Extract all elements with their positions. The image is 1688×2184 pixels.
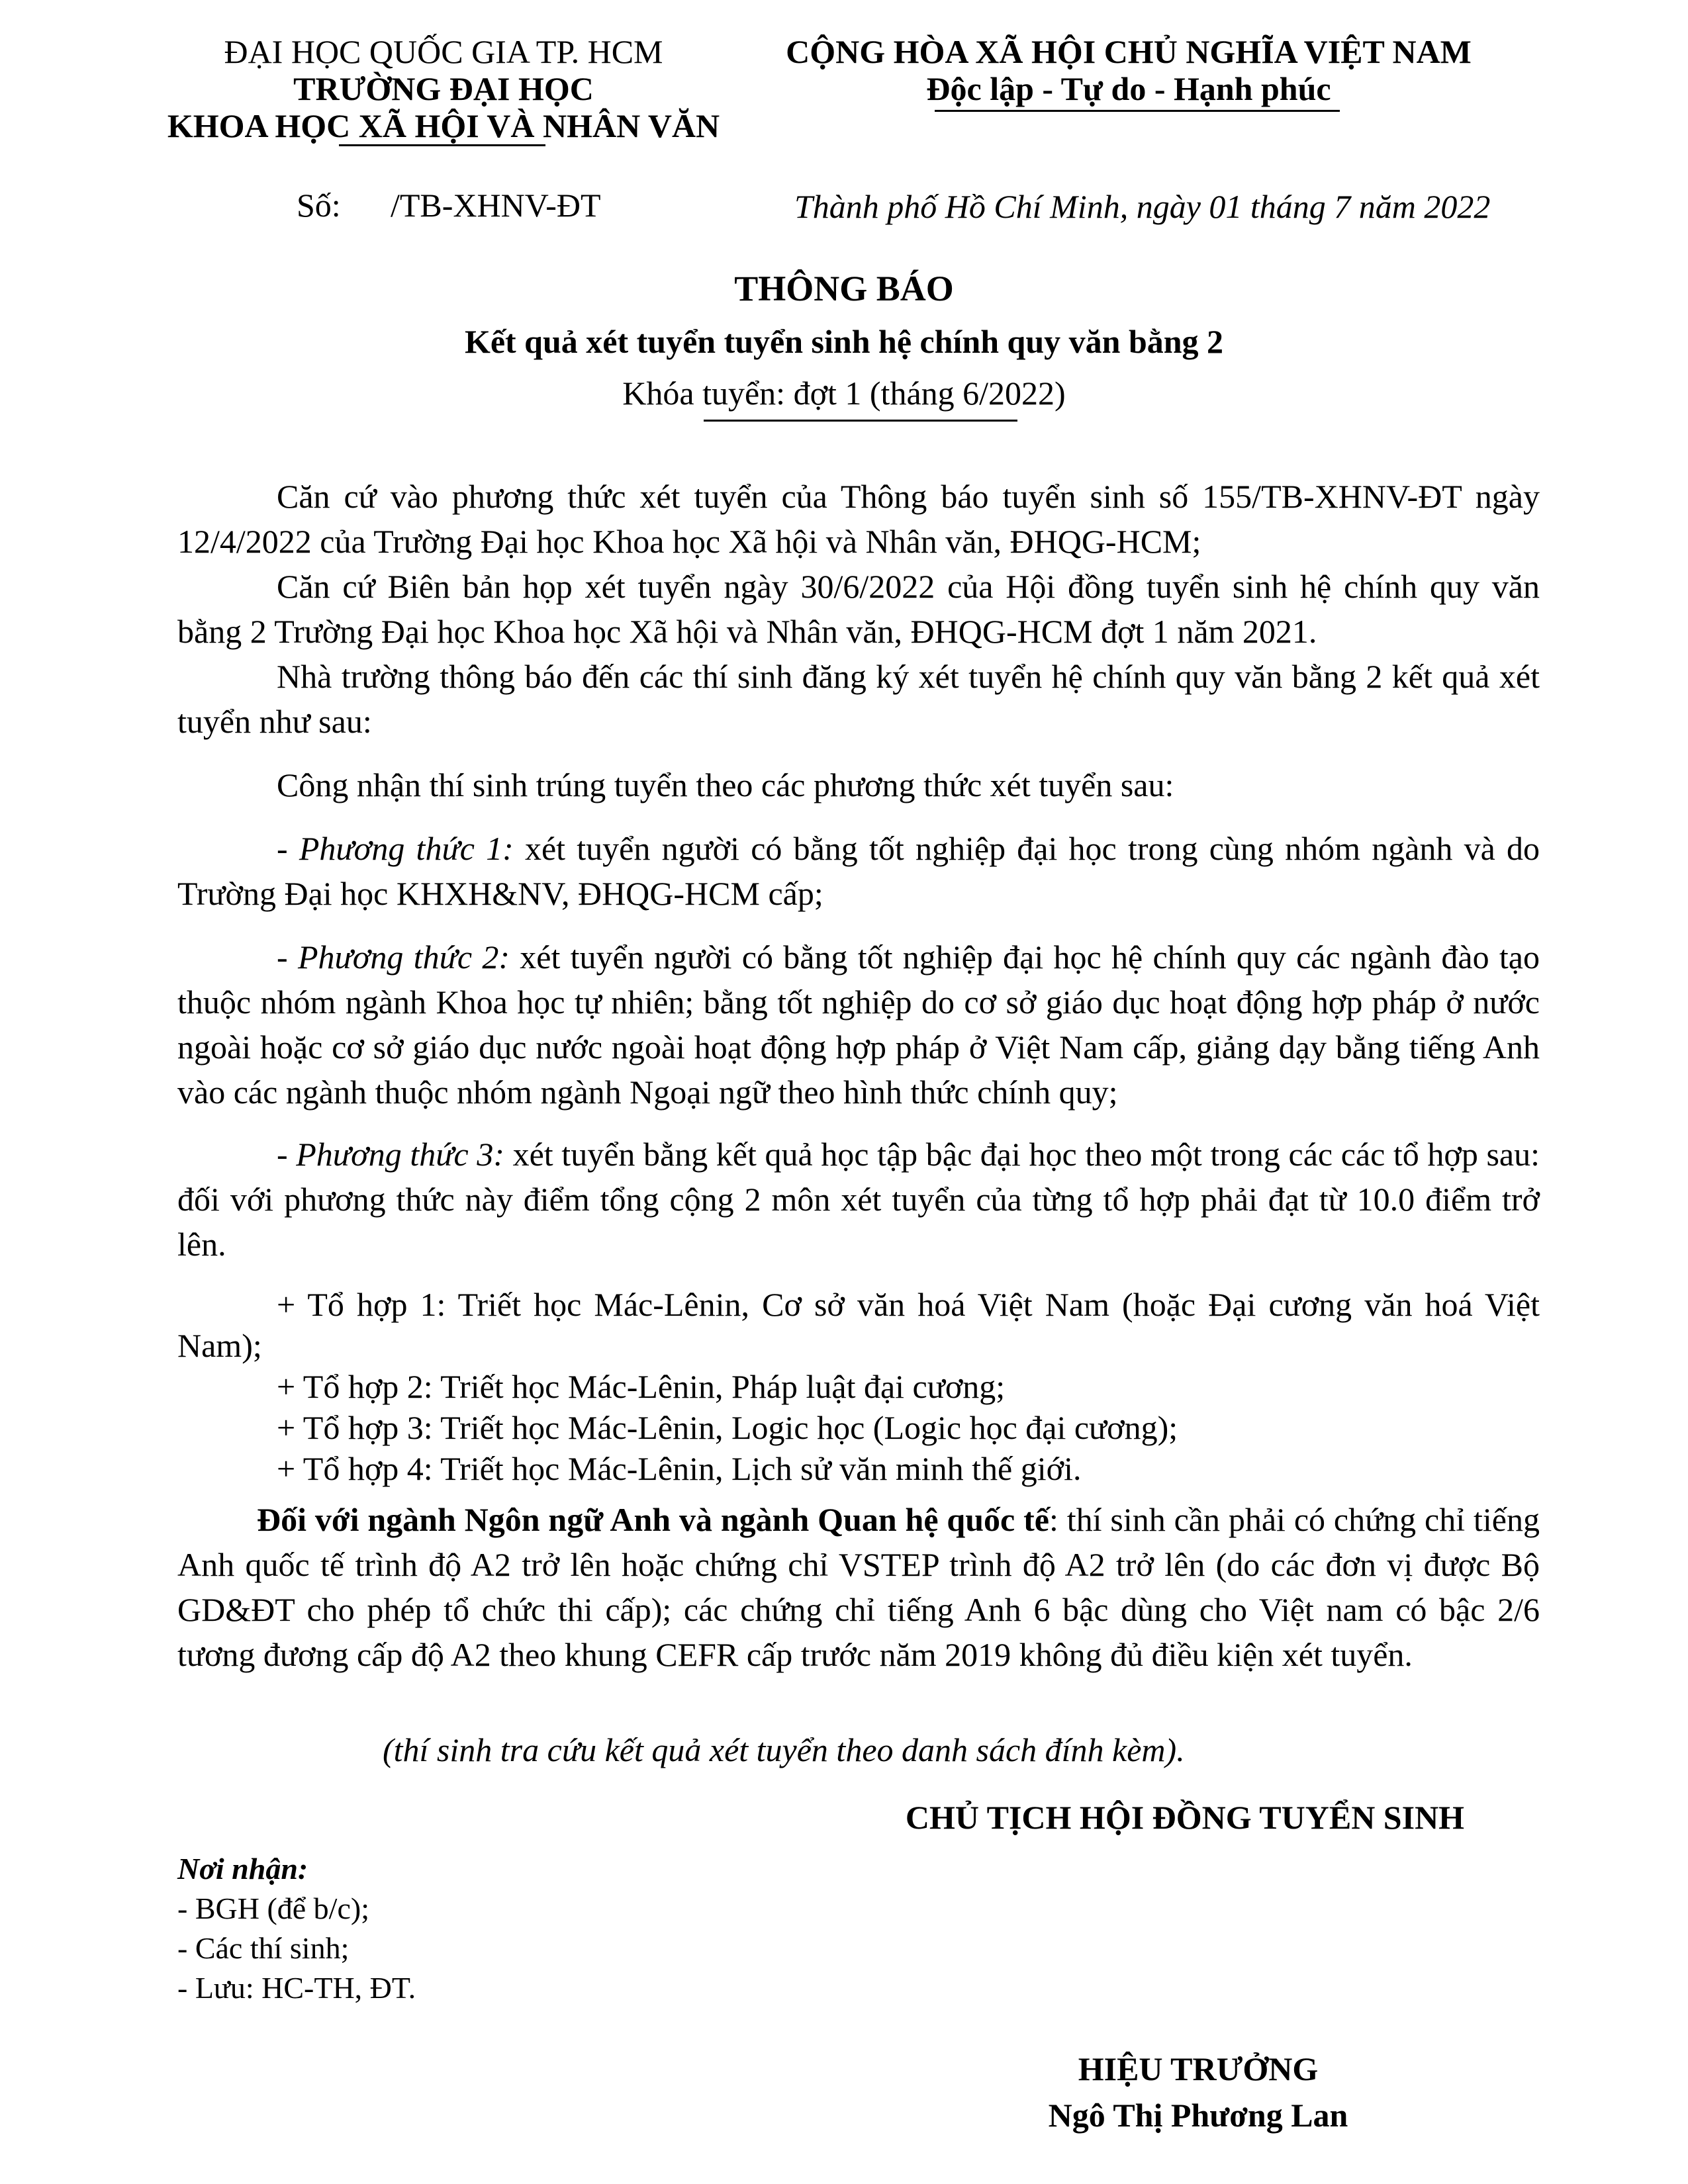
paragraph-announcement: Nhà trường thông báo đến các thí sinh đăng ký xét tuyển hệ chính quy văn bằng 2 kết quả xét tuyển như sau:	[177, 658, 1540, 740]
method-1-label: Phương thức 1:	[299, 830, 514, 867]
method-2-label: Phương thức 2:	[297, 938, 510, 976]
document-subtitle: Kết quả xét tuyển tuyển sinh hệ chính quy văn bằng 2	[464, 323, 1224, 360]
method-3	[177, 1132, 1540, 1267]
school-name-line2: KHOA HỌC XÃ HỘI VÀ NHÂN VĂN	[167, 107, 720, 144]
title-underline	[704, 420, 1017, 422]
signer-position: HIỆU TRƯỞNG	[1078, 2050, 1319, 2087]
national-title: CỘNG HÒA XÃ HỘI CHỦ NGHĨA VIỆT NAM	[786, 33, 1472, 70]
method-1-prefix: -	[277, 830, 299, 867]
page-title: THÔNG BÁO	[734, 269, 954, 308]
english-requirement-heading: Đối với ngành Ngôn ngữ Anh và ngành Quan hệ quốc tế	[257, 1501, 1049, 1538]
paragraph-basis-2: Căn cứ Biên bản họp xét tuyển ngày 30/6/2022 của Hội đồng tuyển sinh hệ chính quy văn bằng 2 Trường Đại học Khoa học Xã hội và Nhân văn, ĐHQG-HCM đợt 1 năm 2021.	[177, 568, 1540, 650]
lookup-note: (thí sinh tra cứu kết quả xét tuyển theo danh sách đính kèm).	[383, 1731, 1185, 1768]
paragraph-basis-1: Căn cứ vào phương thức xét tuyển của Thông báo tuyển sinh số 155/TB-XHNV-ĐT ngày 12/4/2022 của Trường Đại học Khoa học Xã hội và Nhân văn, ĐHQG-HCM;	[177, 478, 1540, 560]
header-left-underline	[339, 144, 545, 146]
method-2-text: xét tuyển người có bằng tốt nghiệp đại học hệ chính quy các ngành đào tạo thuộc nhóm ngành Khoa học tự nhiên; bằng tốt nghiệp do cơ sở giáo dục hoạt động hợp pháp ở nước ngoài hoặc cơ sở giáo dục nước ngoài hoạt động hợp pháp ở Việt Nam cấp, giảng dạy bằng tiếng Anh vào các ngành thuộc nhóm ngành Ngoại ngữ theo hình thức chính quy;	[177, 938, 1540, 1111]
combo-3: + Tổ hợp 3: Triết học Mác-Lênin, Logic học (Logic học đại cương);	[277, 1409, 1178, 1446]
place-date: Thành phố Hồ Chí Minh, ngày 01 tháng 7 năm 2022	[794, 188, 1491, 225]
council-chair-title: CHỦ TỊCH HỘI ĐỒNG TUYỂN SINH	[905, 1799, 1465, 1836]
doc-number-label: Số:	[297, 187, 341, 224]
method-3-text: xét tuyển bằng kết quả học tập bậc đại học theo một trong các các tổ hợp sau: đối với phương thức này điểm tổng cộng 2 môn xét tuyển của từng tổ hợp phải đạt từ 10.0 điểm trở lên.	[177, 1136, 1540, 1263]
recipients-heading: Nơi nhận:	[177, 1852, 308, 1886]
method-3-label: Phương thức 3:	[296, 1136, 504, 1173]
combo-2: + Tổ hợp 2: Triết học Mác-Lênin, Pháp luật đại cương;	[277, 1368, 1006, 1405]
national-motto: Độc lập - Tự do - Hạnh phúc	[926, 70, 1331, 107]
method-1	[177, 826, 1540, 916]
english-requirement-text: : thí sinh cần phải có chứng chỉ tiếng Anh quốc tế trình độ A2 trở lên hoặc chứng chỉ VSTEP trình độ A2 trở lên (do các đơn vị được Bộ GD&ĐT cho phép tổ chức thi cấp); các chứng chỉ tiếng Anh 6 bậc dùng cho Việt nam có bậc 2/6 tương đương cấp độ A2 theo khung CEFR cấp trước năm 2019 không đủ điều kiện xét tuyển.	[177, 1501, 1540, 1673]
combo-4: + Tổ hợp 4: Triết học Mác-Lênin, Lịch sử văn minh thế giới.	[277, 1450, 1082, 1487]
english-requirement	[177, 1497, 1540, 1677]
combo-1: + Tổ hợp 1: Triết học Mác-Lênin, Cơ sở văn hoá Việt Nam (hoặc Đại cương văn hoá Việt Nam);	[177, 1286, 1540, 1364]
method-2	[177, 934, 1540, 1115]
recipient-item: - Lưu: HC-TH, ĐT.	[177, 1971, 416, 2005]
method-1-text: xét tuyển người có bằng tốt nghiệp đại học trong cùng nhóm ngành và do Trường Đại học KHXH&NV, ĐHQG-HCM cấp;	[177, 830, 1540, 912]
recipient-item: - BGH (để b/c);	[177, 1891, 369, 1925]
header-right-underline	[935, 110, 1340, 112]
school-name-line1: TRƯỜNG ĐẠI HỌC	[293, 70, 594, 107]
university-name: ĐẠI HỌC QUỐC GIA TP. HCM	[224, 33, 663, 70]
paragraph-recognition: Công nhận thí sinh trúng tuyển theo các phương thức xét tuyển sau:	[277, 766, 1174, 803]
method-3-prefix: -	[277, 1136, 297, 1173]
method-2-prefix: -	[277, 938, 298, 976]
admission-session: Khóa tuyển: đợt 1 (tháng 6/2022)	[622, 375, 1066, 412]
signer-name: Ngô Thị Phương Lan	[1048, 2097, 1348, 2134]
doc-number-value: /TB-XHNV-ĐT	[391, 187, 601, 224]
recipient-item: - Các thí sinh;	[177, 1931, 350, 1965]
